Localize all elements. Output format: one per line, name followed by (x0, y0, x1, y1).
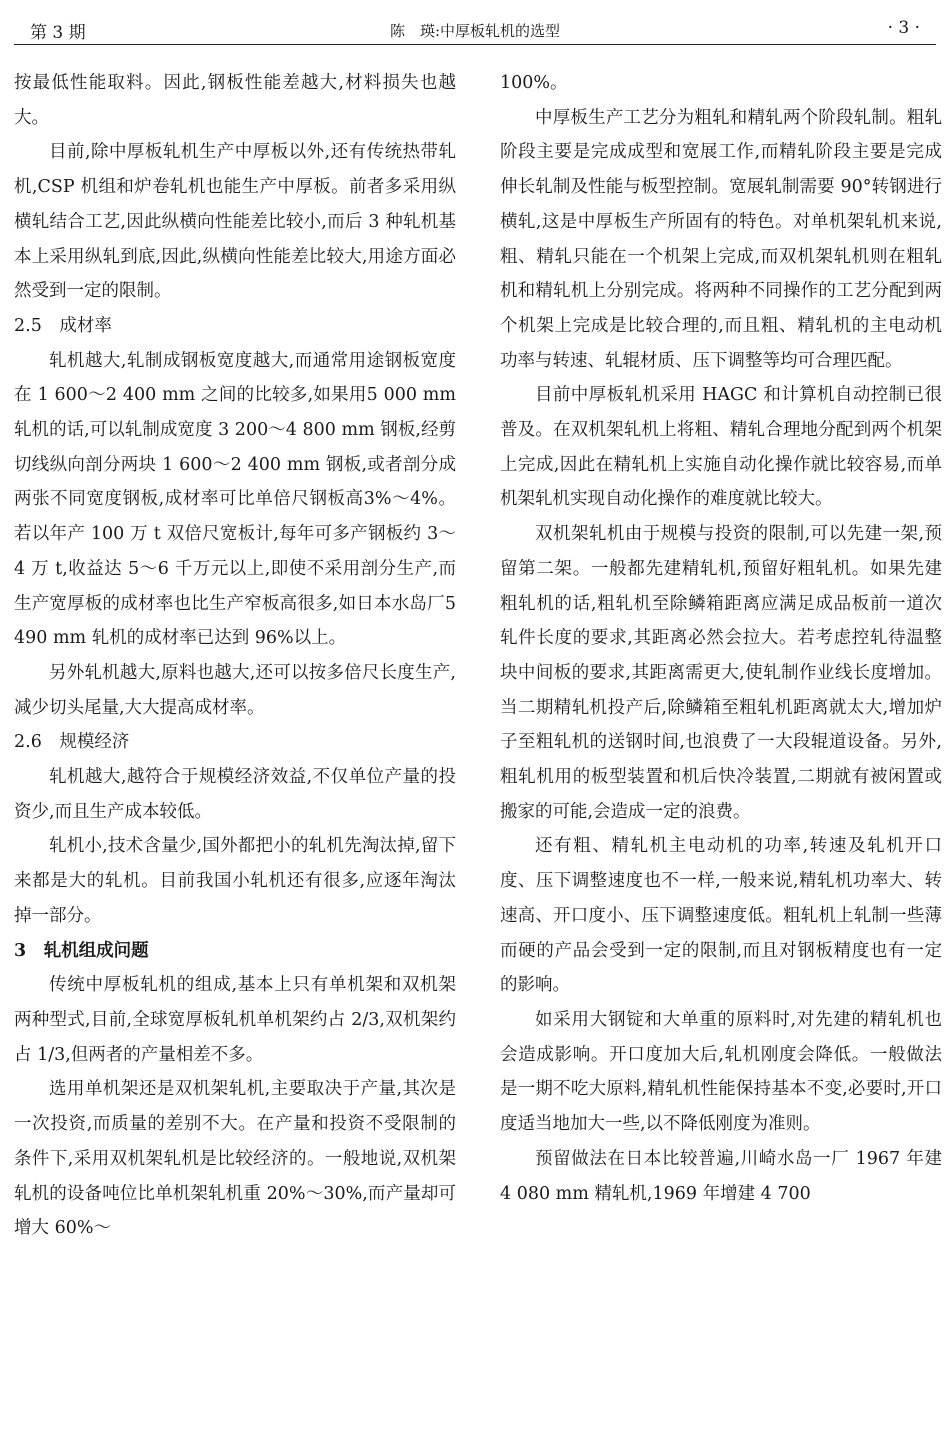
paragraph: 按最低性能取料。因此,钢板性能差越大,材料损失也越大。 (14, 73, 456, 128)
paragraph: 选用单机架还是双机架轧机,主要取决于产量,其次是一次投资,而质量的差别不大。在产量和投资不受限制的条件下,采用双机架轧机是比较经济的。一般地说,双机架轧机的设备吨位比单机架轧机重 20%～30%,而产量却可增大 60%～ (14, 1079, 456, 1239)
paragraph: 中厚板生产工艺分为粗轧和精轧两个阶段轧制。粗轧阶段主要是完成成型和宽展工作,而精轧阶段主要是完成伸长轧制及性能与板型控制。宽展轧制需要 90°转钢进行横轧,这是中厚板生产所固有的特色。对单机架轧机来说,粗、精轧只能在一个机架上完成,而双机架轧机则在粗轧机和精轧机上分别完成。将两种不同操作的工艺分配到两个机架上完成是比较合理的,而且粗、精轧机的主电动机功率与转速、轧辊材质、压下调整等均可合理匹配。 (500, 107, 942, 371)
running-title: 陈 瑛:中厚板轧机的选型 (389, 22, 561, 40)
paragraph: 还有粗、精轧机主电动机的功率,转速及轧机开口度、压下调整速度也不一样,一般来说,精轧机功率大、转速高、开口度小、压下调整速度低。粗轧机上轧制一些薄而硬的产品会受到一定的限制,而且对钢板精度也有一定的影响。 (500, 836, 942, 996)
paragraph: 轧机越大,轧制成钢板宽度越大,而通常用途钢板宽度在 1 600～2 400 mm 之间的比较多,如果用5 000 mm轧机的话,可以轧制成宽度 3 200～4 800 mm 钢板,经剪切线纵向剖分两块 1 600～2 400 mm 钢板,或者剖分成两张不同宽度钢板,成材率可比单倍尺钢板高3%～4%。若以年产 100 万 t 双倍尺宽板计,每年可多产钢板约 3～4 万 t,收益达 5～6 千万元以上,即使不采用剖分生产,而生产宽厚板的成材率也比生产窄板高很多,如日本水岛厂5 490 mm 轧机的成材率已达到 96%以上。 (14, 350, 456, 649)
paragraph: 预留做法在日本比较普遍,川崎水岛一厂 1967 年建 4 080 mm 精轧机,1969 年增建 4 700 (500, 1148, 942, 1204)
paragraph: 目前中厚板轧机采用 HAGC 和计算机自动控制已很普及。在双机架轧机上将粗、精轧合理地分配到两个机架上完成,因此在精轧机上实施自动化操作就比较容易,而单机架轧机实现自动化操作的难度就比较大。 (500, 385, 942, 510)
page-number: · 3 · (887, 18, 920, 38)
section-heading-2-6: 2.6 规模经济 (14, 732, 130, 753)
running-header (14, 18, 936, 45)
paragraph: 传统中厚板轧机的组成,基本上只有单机架和双机架两种型式,目前,全球宽厚板轧机单机架约占 2/3,双机架约占 1/3,但两者的产量相差不多。 (14, 975, 456, 1065)
right-column (500, 66, 942, 1211)
left-column (14, 66, 456, 1246)
paragraph: 100%。 (500, 73, 568, 93)
section-heading-3: 3 轧机组成问题 (14, 940, 149, 961)
paragraph: 目前,除中厚板轧机生产中厚板以外,还有传统热带轧机,CSP 机组和炉卷轧机也能生产中厚板。前者多采用纵横轧结合工艺,因此纵横向性能差比较小,而后 3 种轧机基本上采用纵轧到底,因此,纵横向性能差比较大,用途方面必然受到一定的限制。 (14, 142, 456, 302)
paragraph: 轧机小,技术含量少,国外都把小的轧机先淘汰掉,留下来都是大的轧机。目前我国小轧机还有很多,应逐年淘汰掉一部分。 (14, 836, 456, 926)
paragraph: 轧机越大,越符合于规模经济效益,不仅单位产量的投资少,而且生产成本较低。 (14, 767, 456, 822)
paragraph: 双机架轧机由于规模与投资的限制,可以先建一架,预留第二架。一般都先建精轧机,预留好粗轧机。如果先建粗轧机的话,粗轧机至除鳞箱距离应满足成品板前一道次轧件长度的要求,其距离必然会拉大。若考虑控轧待温整块中间板的要求,其距离需更大,使轧制作业线长度增加。当二期精轧机投产后,除鳞箱至粗轧机距离就太大,增加炉子至粗轧机的送钢时间,也浪费了一大段辊道设备。另外,粗轧机用的板型装置和机后快冷装置,二期就有被闲置或搬家的可能,会造成一定的浪费。 (500, 524, 942, 822)
issue-number: 第 3 期 (30, 23, 86, 43)
paragraph: 另外轧机越大,原料也越大,还可以按多倍尺长度生产,减少切头尾量,大大提高成材率。 (14, 662, 456, 718)
paragraph: 如采用大钢锭和大单重的原料时,对先建的精轧机也会造成影响。开口度加大后,轧机刚度会降低。一般做法是一期不吃大原料,精轧机性能保持基本不变,必要时,开口度适当地加大一些,以不降低刚度为准则。 (500, 1009, 942, 1135)
section-heading-2-5: 2.5 成材率 (14, 315, 112, 336)
